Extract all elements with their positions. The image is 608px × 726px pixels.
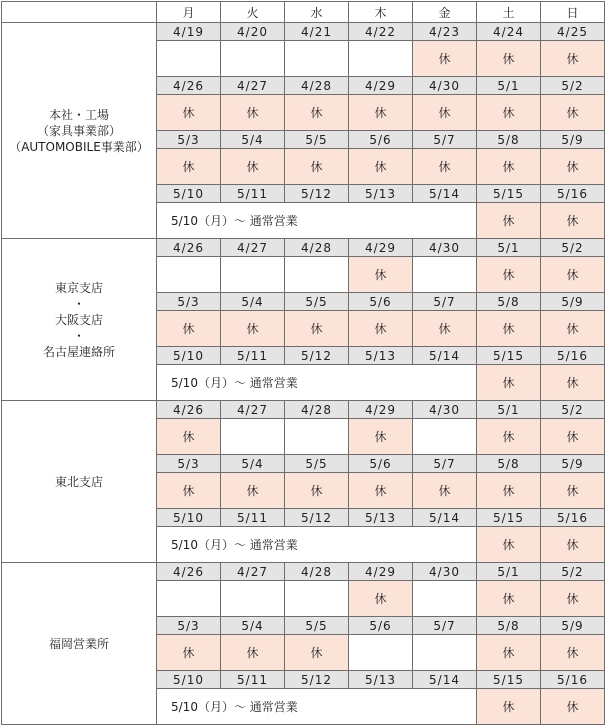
date-cell: 5/13 [349,671,413,689]
closed-day-cell: 休 [285,311,349,347]
closed-day-cell: 休 [477,527,541,563]
date-cell: 5/16 [541,347,605,365]
closed-day-cell: 休 [541,635,605,671]
open-day-cell [285,257,349,293]
date-cell: 5/4 [221,293,285,311]
date-cell: 5/4 [221,617,285,635]
date-cell: 5/3 [157,455,221,473]
closed-day-cell: 休 [157,419,221,455]
open-day-cell [221,581,285,617]
weekday-header: 火 [221,2,285,23]
date-cell: 4/21 [285,23,349,41]
closed-day-cell: 休 [477,473,541,509]
closed-day-cell: 休 [477,149,541,185]
location-cell [2,239,157,401]
date-cell: 5/15 [477,671,541,689]
closed-day-cell: 休 [541,689,605,725]
open-day-cell [413,635,477,671]
date-cell: 5/14 [413,185,477,203]
location-name-line: 東京支店 [54,280,103,295]
closed-day-cell: 休 [221,473,285,509]
location-cell [2,23,157,239]
date-cell: 5/13 [349,509,413,527]
date-cell: 5/10 [157,185,221,203]
open-day-cell [413,581,477,617]
date-cell: 5/12 [285,185,349,203]
closed-day-cell: 休 [349,149,413,185]
resume-note: 5/10（月）～ 通常営業 [157,365,477,401]
date-cell: 4/26 [157,239,221,257]
date-cell: 5/15 [477,509,541,527]
date-cell: 5/12 [285,347,349,365]
weekday-header: 月 [157,2,221,23]
date-cell: 5/10 [157,671,221,689]
open-day-cell [221,257,285,293]
date-cell: 5/3 [157,131,221,149]
closed-day-cell: 休 [157,95,221,131]
weekday-header-row [2,2,605,23]
closed-day-cell: 休 [413,473,477,509]
date-cell: 5/1 [477,401,541,419]
closed-day-cell: 休 [349,95,413,131]
date-cell: 4/27 [221,239,285,257]
open-day-cell [157,41,221,77]
date-cell: 4/23 [413,23,477,41]
date-cell: 5/10 [157,509,221,527]
date-cell: 4/29 [349,239,413,257]
date-cell: 5/9 [541,455,605,473]
closed-day-cell: 休 [157,149,221,185]
closed-day-cell: 休 [349,419,413,455]
date-cell: 5/4 [221,131,285,149]
open-day-cell [285,581,349,617]
date-cell: 4/30 [413,401,477,419]
date-cell: 5/7 [413,131,477,149]
closed-day-cell: 休 [541,365,605,401]
closed-day-cell: 休 [413,41,477,77]
date-cell: 4/28 [285,563,349,581]
date-cell: 5/13 [349,347,413,365]
location-name-line: 名古屋連絡所 [42,344,115,359]
date-cell: 5/9 [541,617,605,635]
date-cell: 4/26 [157,77,221,95]
date-cell: 4/25 [541,23,605,41]
closed-day-cell: 休 [477,581,541,617]
date-cell: 4/30 [413,239,477,257]
closed-day-cell: 休 [541,257,605,293]
closed-day-cell: 休 [221,149,285,185]
date-cell: 4/19 [157,23,221,41]
date-cell: 5/12 [285,509,349,527]
closed-day-cell: 休 [413,95,477,131]
date-cell: 5/11 [221,671,285,689]
date-cell: 5/14 [413,509,477,527]
closed-day-cell: 休 [541,581,605,617]
closed-day-cell: 休 [477,689,541,725]
date-cell: 5/16 [541,185,605,203]
closed-day-cell: 休 [285,149,349,185]
date-cell: 5/2 [541,239,605,257]
date-cell: 5/1 [477,77,541,95]
date-cell: 4/30 [413,563,477,581]
date-cell: 5/5 [285,293,349,311]
closed-day-cell: 休 [157,311,221,347]
date-cell: 5/8 [477,131,541,149]
date-cell: 5/11 [221,185,285,203]
open-day-cell [221,41,285,77]
date-cell: 5/3 [157,617,221,635]
closed-day-cell: 休 [541,203,605,239]
date-cell: 5/5 [285,617,349,635]
date-row [2,239,605,257]
date-cell: 5/6 [349,293,413,311]
resume-note: 5/10（月）～ 通常営業 [157,203,477,239]
closed-day-cell: 休 [285,95,349,131]
date-row [2,563,605,581]
date-cell: 4/28 [285,401,349,419]
date-cell: 5/6 [349,455,413,473]
date-cell: 5/2 [541,77,605,95]
holiday-schedule-table [1,1,605,725]
date-cell: 5/11 [221,347,285,365]
closed-day-cell: 休 [349,257,413,293]
date-cell: 5/2 [541,401,605,419]
closed-day-cell: 休 [221,635,285,671]
date-cell: 4/24 [477,23,541,41]
closed-day-cell: 休 [413,311,477,347]
open-day-cell [285,419,349,455]
location-name-line: ・ [72,328,85,343]
closed-day-cell: 休 [477,635,541,671]
date-cell: 5/9 [541,131,605,149]
date-cell: 4/26 [157,401,221,419]
corner-cell [2,2,157,23]
open-day-cell [157,581,221,617]
date-cell: 5/8 [477,617,541,635]
closed-day-cell: 休 [541,95,605,131]
date-cell: 5/1 [477,563,541,581]
date-cell: 5/4 [221,455,285,473]
date-cell: 5/5 [285,455,349,473]
date-cell: 4/22 [349,23,413,41]
closed-day-cell: 休 [285,635,349,671]
closed-day-cell: 休 [477,311,541,347]
date-cell: 5/9 [541,293,605,311]
closed-day-cell: 休 [477,419,541,455]
closed-day-cell: 休 [413,149,477,185]
date-row [2,401,605,419]
open-day-cell [157,257,221,293]
date-cell: 5/15 [477,347,541,365]
date-cell: 5/8 [477,455,541,473]
open-day-cell [413,257,477,293]
date-cell: 5/16 [541,671,605,689]
date-cell: 4/29 [349,401,413,419]
date-cell: 5/13 [349,185,413,203]
date-cell: 5/2 [541,563,605,581]
date-cell: 4/28 [285,239,349,257]
date-cell: 5/16 [541,509,605,527]
date-cell: 5/15 [477,185,541,203]
resume-note: 5/10（月）～ 通常営業 [157,527,477,563]
closed-day-cell: 休 [541,473,605,509]
date-cell: 5/5 [285,131,349,149]
date-cell: 5/1 [477,239,541,257]
closed-day-cell: 休 [477,41,541,77]
date-cell: 4/27 [221,401,285,419]
date-cell: 5/11 [221,509,285,527]
open-day-cell [349,41,413,77]
date-cell: 4/27 [221,77,285,95]
location-name-line: ・ [72,296,85,311]
open-day-cell [221,419,285,455]
open-day-cell [413,419,477,455]
location-cell [2,401,157,563]
location-name-line: （AUTOMOBILE事業部） [9,139,149,154]
date-cell: 5/7 [413,617,477,635]
location-name-line: （家具事業部） [36,123,121,138]
location-name-line: 東北支店 [54,474,103,489]
date-cell: 5/10 [157,347,221,365]
closed-day-cell: 休 [541,419,605,455]
open-day-cell [349,635,413,671]
closed-day-cell: 休 [349,311,413,347]
closed-day-cell: 休 [541,311,605,347]
closed-day-cell: 休 [541,149,605,185]
closed-day-cell: 休 [477,365,541,401]
weekday-header: 日 [541,2,605,23]
closed-day-cell: 休 [477,203,541,239]
date-cell: 5/8 [477,293,541,311]
date-cell: 4/27 [221,563,285,581]
closed-day-cell: 休 [285,473,349,509]
location-name-line: 福岡営業所 [48,636,109,651]
date-row [2,23,605,41]
closed-day-cell: 休 [541,41,605,77]
open-day-cell [285,41,349,77]
date-cell: 5/14 [413,671,477,689]
closed-day-cell: 休 [221,95,285,131]
closed-day-cell: 休 [349,473,413,509]
closed-day-cell: 休 [157,635,221,671]
closed-day-cell: 休 [157,473,221,509]
date-cell: 5/7 [413,293,477,311]
date-cell: 4/29 [349,77,413,95]
date-cell: 5/3 [157,293,221,311]
location-cell [2,563,157,725]
weekday-header: 木 [349,2,413,23]
date-cell: 4/29 [349,563,413,581]
date-cell: 4/28 [285,77,349,95]
date-cell: 5/6 [349,131,413,149]
date-cell: 5/7 [413,455,477,473]
closed-day-cell: 休 [221,311,285,347]
date-cell: 5/12 [285,671,349,689]
closed-day-cell: 休 [349,581,413,617]
weekday-header: 金 [413,2,477,23]
weekday-header: 土 [477,2,541,23]
resume-note: 5/10（月）～ 通常営業 [157,689,477,725]
closed-day-cell: 休 [477,257,541,293]
location-name-line: 本社・工場 [48,107,109,122]
weekday-header: 水 [285,2,349,23]
closed-day-cell: 休 [541,527,605,563]
date-cell: 4/30 [413,77,477,95]
date-cell: 5/14 [413,347,477,365]
date-cell: 5/6 [349,617,413,635]
location-name-line: 大阪支店 [54,312,103,327]
date-cell: 4/26 [157,563,221,581]
closed-day-cell: 休 [477,95,541,131]
date-cell: 4/20 [221,23,285,41]
